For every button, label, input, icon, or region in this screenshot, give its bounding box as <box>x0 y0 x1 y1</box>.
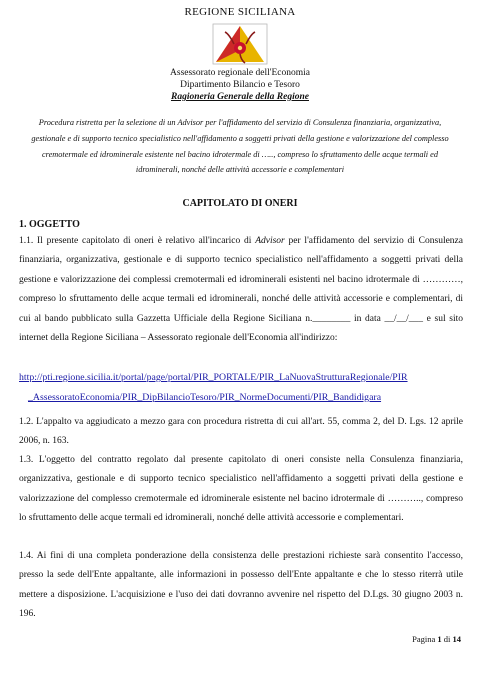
paragraph-1-4: 1.4. Ai fini di una completa ponderazione della consistenza delle prestazioni richieste sarà consentito l'accesso, presso la sede dell'Ente appaltante, alle informazioni in possesso dell'Ente appaltante e che lo stesso riterrà utile mettere a disposizione. L'acquisizione e l'uso dei dati dovranno avvenire nel rispetto del D.Lgs. 30 giugno 2003 n. 196. <box>19 551 463 620</box>
page-separator: di <box>441 634 453 644</box>
assessorato-line: Assessorato regionale dell'Economia <box>170 68 310 78</box>
current-page: 1 <box>437 634 442 644</box>
portal-link-line-1[interactable]: http://pti.regione.sicilia.it/portal/page/portal/PIR_PORTALE/PIR_LaNuovaStrutturaRegionale/PIR <box>19 372 408 383</box>
page-label: Pagina <box>412 634 438 644</box>
paragraph-1-1-start: 1.1. Il presente capitolato di oneri è relativo all'incarico di <box>19 236 256 246</box>
paragraph-1-1 <box>19 232 463 348</box>
ragioneria-line: Ragioneria Generale della Regione <box>170 92 309 102</box>
total-pages: 14 <box>452 634 461 644</box>
page-number <box>412 634 461 644</box>
paragraph-1-3: 1.3. L'oggetto del contratto regolato dal presente capitolato di oneri consiste nella Consulenza finanziaria, organizzativa, gestionale e di supporto tecnico specialistico nell'affidamento a soggetti privati della gestione e valorizzazione del complesso cremotermale ed idrominerale esistente nel bacino idrotermale di ……….., compreso lo sfruttamento delle acque termali ed idrominerali, nonché delle attività accessorie e complementari. <box>19 455 463 524</box>
trinacria-logo-icon <box>211 22 269 66</box>
paragraph-1-1-rest: per l'affidamento del servizio di Consulenza finanziaria, organizzativa, gestionale e di supporto tecnico specialistico nell'affidamento a soggetti privati della gestione e valorizzazione dei complessi cremotermali ed idrominerali esistenti nel bacino idrotermale di …………, compreso lo sfruttamento delle acque termali ed idrominerali, nonché delle attività accessorie e complementari, di cui al bando pubblicato sulla Gazzetta Ufficiale della Regione Siciliana n.________ in data __/__/___ e sul sito internet della Regione Siciliana – Assessorato regionale dell'Economia all'indirizzo: <box>19 236 463 344</box>
header-block <box>0 67 480 103</box>
advisor-term: Advisor <box>255 236 285 246</box>
region-title: REGIONE SICILIANA <box>184 6 296 18</box>
paragraph-1-2: 1.2. L'appalto va aggiudicato a mezzo gara con procedura ristretta di cui all'art. 55, comma 2, del D. Lgs. 12 aprile 2006, n. 163. <box>19 417 463 447</box>
dipartimento-line: Dipartimento Bilancio e Tesoro <box>180 80 300 90</box>
section-heading: 1. OGGETTO <box>19 219 80 230</box>
procedure-description: Procedura ristretta per la selezione di un Advisor per l'affidamento del servizio di Consulenza finanziaria, organizzativa, gestionale e di supporto tecnico specialistico nell'affidamento a soggetti privati della gestione e valorizzazione del complesso cremotermale ed idrominerale esistente nel bacino idrotermale di ….., compreso lo sfruttamento delle acque termali ed idrominerali, nonché delle attività accessorie e complementari <box>31 118 449 175</box>
document-title: CAPITOLATO DI ONERI <box>182 198 298 209</box>
portal-link-line-2[interactable]: _AssessoratoEconomia/PIR_DipBilancioTesoro/PIR_NormeDocumenti/PIR_Bandidigara <box>28 392 382 403</box>
